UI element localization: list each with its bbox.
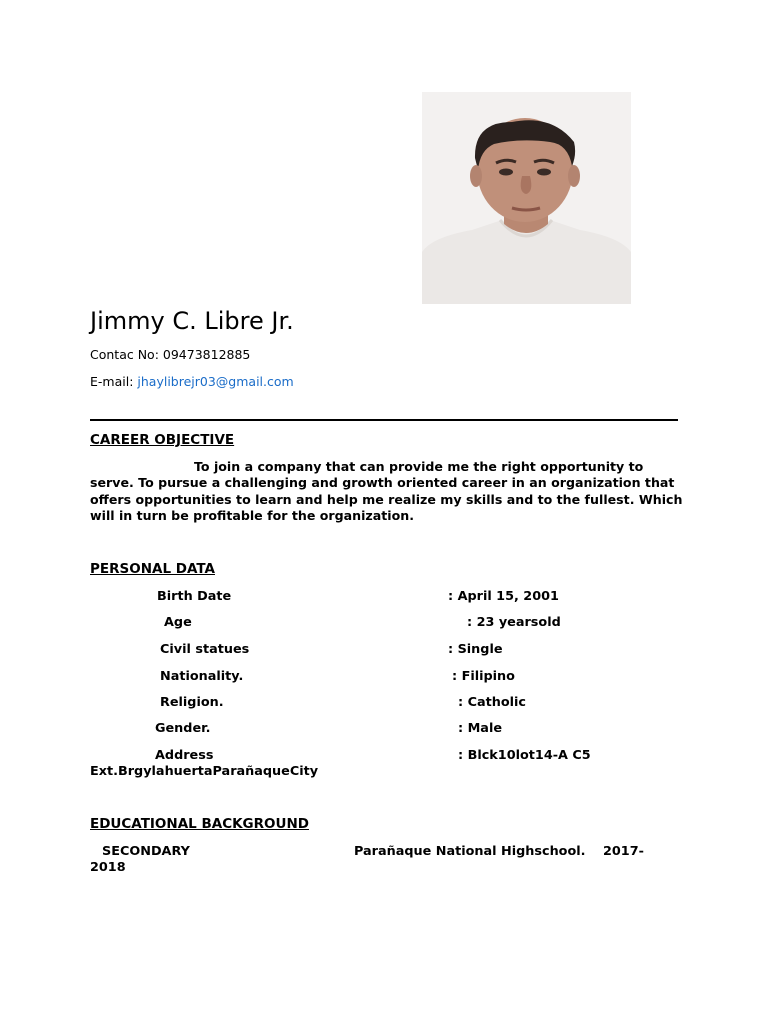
gender-label: Gender.: [155, 721, 211, 736]
education-year-start: 2017-: [603, 844, 644, 859]
address-continued: Ext.BrgylahuertaParañaqueCity: [90, 764, 319, 779]
nationality-value: : Filipino: [452, 669, 515, 684]
email-link[interactable]: jhaylibrejr03@gmail.com: [137, 374, 294, 389]
birth-date-label: Birth Date: [157, 589, 232, 604]
contact-number: 09473812885: [162, 347, 251, 362]
nationality-label: Nationality.: [160, 669, 244, 684]
header-divider: [90, 419, 678, 421]
profile-photo: [422, 92, 631, 304]
education-level: SECONDARY: [102, 844, 190, 859]
career-objective-heading: CAREER OBJECTIVE: [90, 432, 235, 448]
religion-value: : Catholic: [458, 695, 526, 710]
religion-label: Religion.: [160, 695, 224, 710]
email-line: [90, 374, 294, 390]
gender-value: : Male: [458, 721, 503, 736]
career-objective-text: [90, 459, 690, 524]
civil-status-label: Civil statues: [160, 642, 250, 657]
address-value: : Blck10lot14-A C5: [458, 748, 591, 763]
contact-label: Contac No:: [90, 347, 159, 362]
address-label: Address: [155, 748, 214, 763]
education-heading: EDUCATIONAL BACKGROUND: [90, 816, 309, 832]
age-value: : 23 yearsold: [467, 615, 561, 630]
civil-status-value: : Single: [448, 642, 503, 657]
birth-date-value: : April 15, 2001: [448, 589, 559, 604]
contact-number-line: [90, 347, 250, 363]
candidate-name: Jimmy C. Libre Jr.: [90, 307, 294, 335]
career-objective-body: To join a company that can provide me the right opportunity to serve. To pursue a challenging and growth oriented career in an organization that offers opportunities to learn and help me realize my skills and to the fullest. Which will in turn be profitable for the organization.: [90, 459, 683, 523]
education-year-end: 2018: [90, 860, 126, 875]
email-label: E-mail:: [90, 374, 134, 389]
personal-data-heading: PERSONAL DATA: [90, 561, 215, 577]
education-school: Parañaque National Highschool.: [354, 844, 586, 859]
age-label: Age: [164, 615, 192, 630]
person-portrait-icon: [422, 92, 631, 304]
